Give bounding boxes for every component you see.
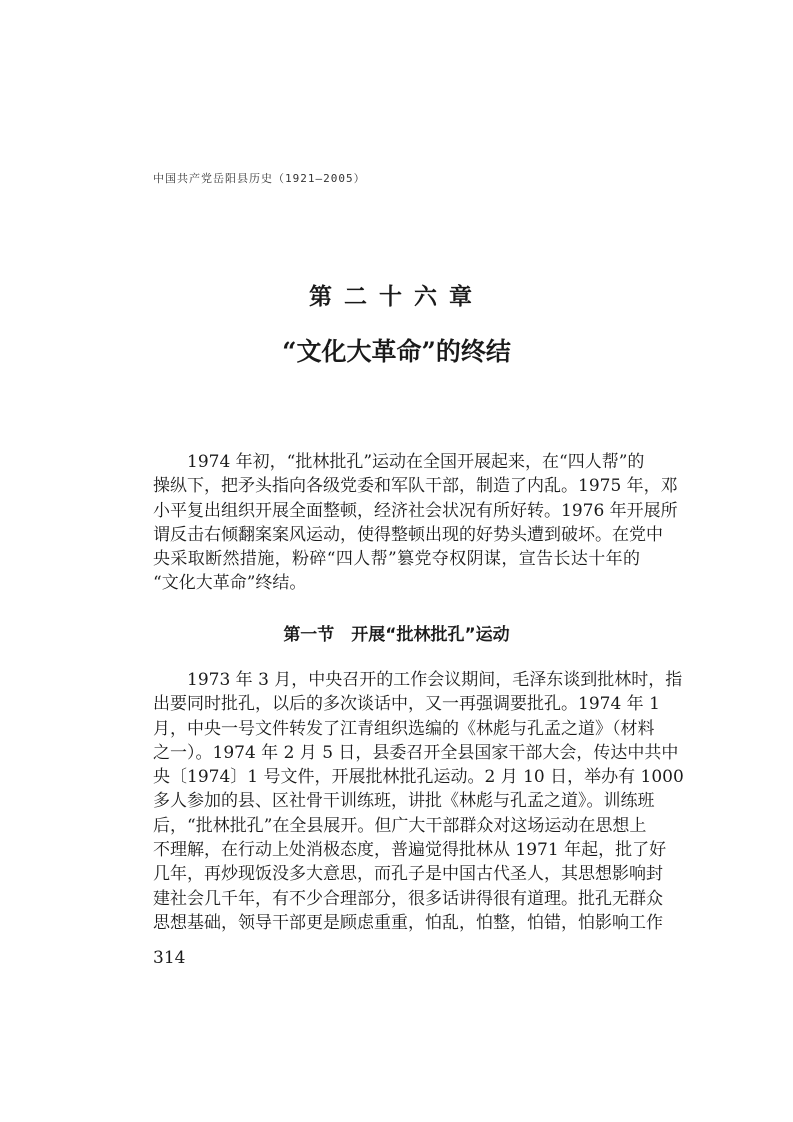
text-line: 建社会几千年，有不少合理部分，很多话讲得很有道理。批孔无群众 <box>153 888 663 909</box>
text-line: 后，“批林批孔”在全县展开。但广大干部群众对这场运动在思想上 <box>153 815 647 836</box>
body-paragraph <box>153 668 684 935</box>
text-line: 月，中央一号文件转发了江青组织选编的《林彪与孔孟之道》（材料 <box>153 718 655 739</box>
text-line: “文化大革命”终结。 <box>153 573 307 594</box>
text-line: 几年，再炒现饭没多大意思，而孔子是中国古代圣人，其思想影响封 <box>153 864 663 885</box>
text-line: 思想基础，领导干部更是顾虑重重，怕乱，怕整，怕错，怕影响工作 <box>153 912 663 933</box>
text-line: 1973 年 3 月，中央召开的工作会议期间，毛泽东谈到批林时，指 <box>153 670 683 690</box>
section-title: 第一节 开展“批林批孔”运动 <box>283 625 510 645</box>
text-line: 小平复出组织开展全面整顿，经济社会状况有所好转。1976 年开展所 <box>153 500 678 521</box>
chapter-title: “文化大革命”的终结 <box>282 337 511 366</box>
text-line: 1974 年初，“批林批孔”运动在全国开展起来，在“四人帮”的 <box>153 452 645 472</box>
text-line: 央采取断然措施，粉碎“四人帮”篡党夺权阴谋，宣告长达十年的 <box>153 549 640 570</box>
page-number: 314 <box>153 948 186 968</box>
text-line: 之一）。1974 年 2 月 5 日，县委召开全县国家干部大会，传达中共中 <box>153 742 679 763</box>
intro-paragraph <box>153 450 678 596</box>
chapter-number: 第二十六章 <box>309 284 484 310</box>
text-line: 操纵下，把矛头指向各级党委和军队干部，制造了内乱。1975 年，邓 <box>153 476 678 497</box>
text-line: 谓反击右倾翻案案风运动，使得整顿出现的好势头遭到破坏。在党中 <box>153 524 663 545</box>
text-line: 出要同时批孔，以后的多次谈话中，又一再强调要批孔。1974 年 1 <box>153 694 660 715</box>
running-head: 中国共产党岳阳县历史（1921—2005） <box>153 172 366 185</box>
text-line: 不理解，在行动上处消极态度，普遍觉得批林从 1971 年起，批了好 <box>153 840 667 861</box>
text-line: 多人参加的县、区社骨干训练班，讲批《林彪与孔孟之道》。训练班 <box>153 791 655 812</box>
text-line: 央〔1974〕1 号文件，开展批林批孔运动。2 月 10 日，举办有 1000 <box>153 767 684 788</box>
